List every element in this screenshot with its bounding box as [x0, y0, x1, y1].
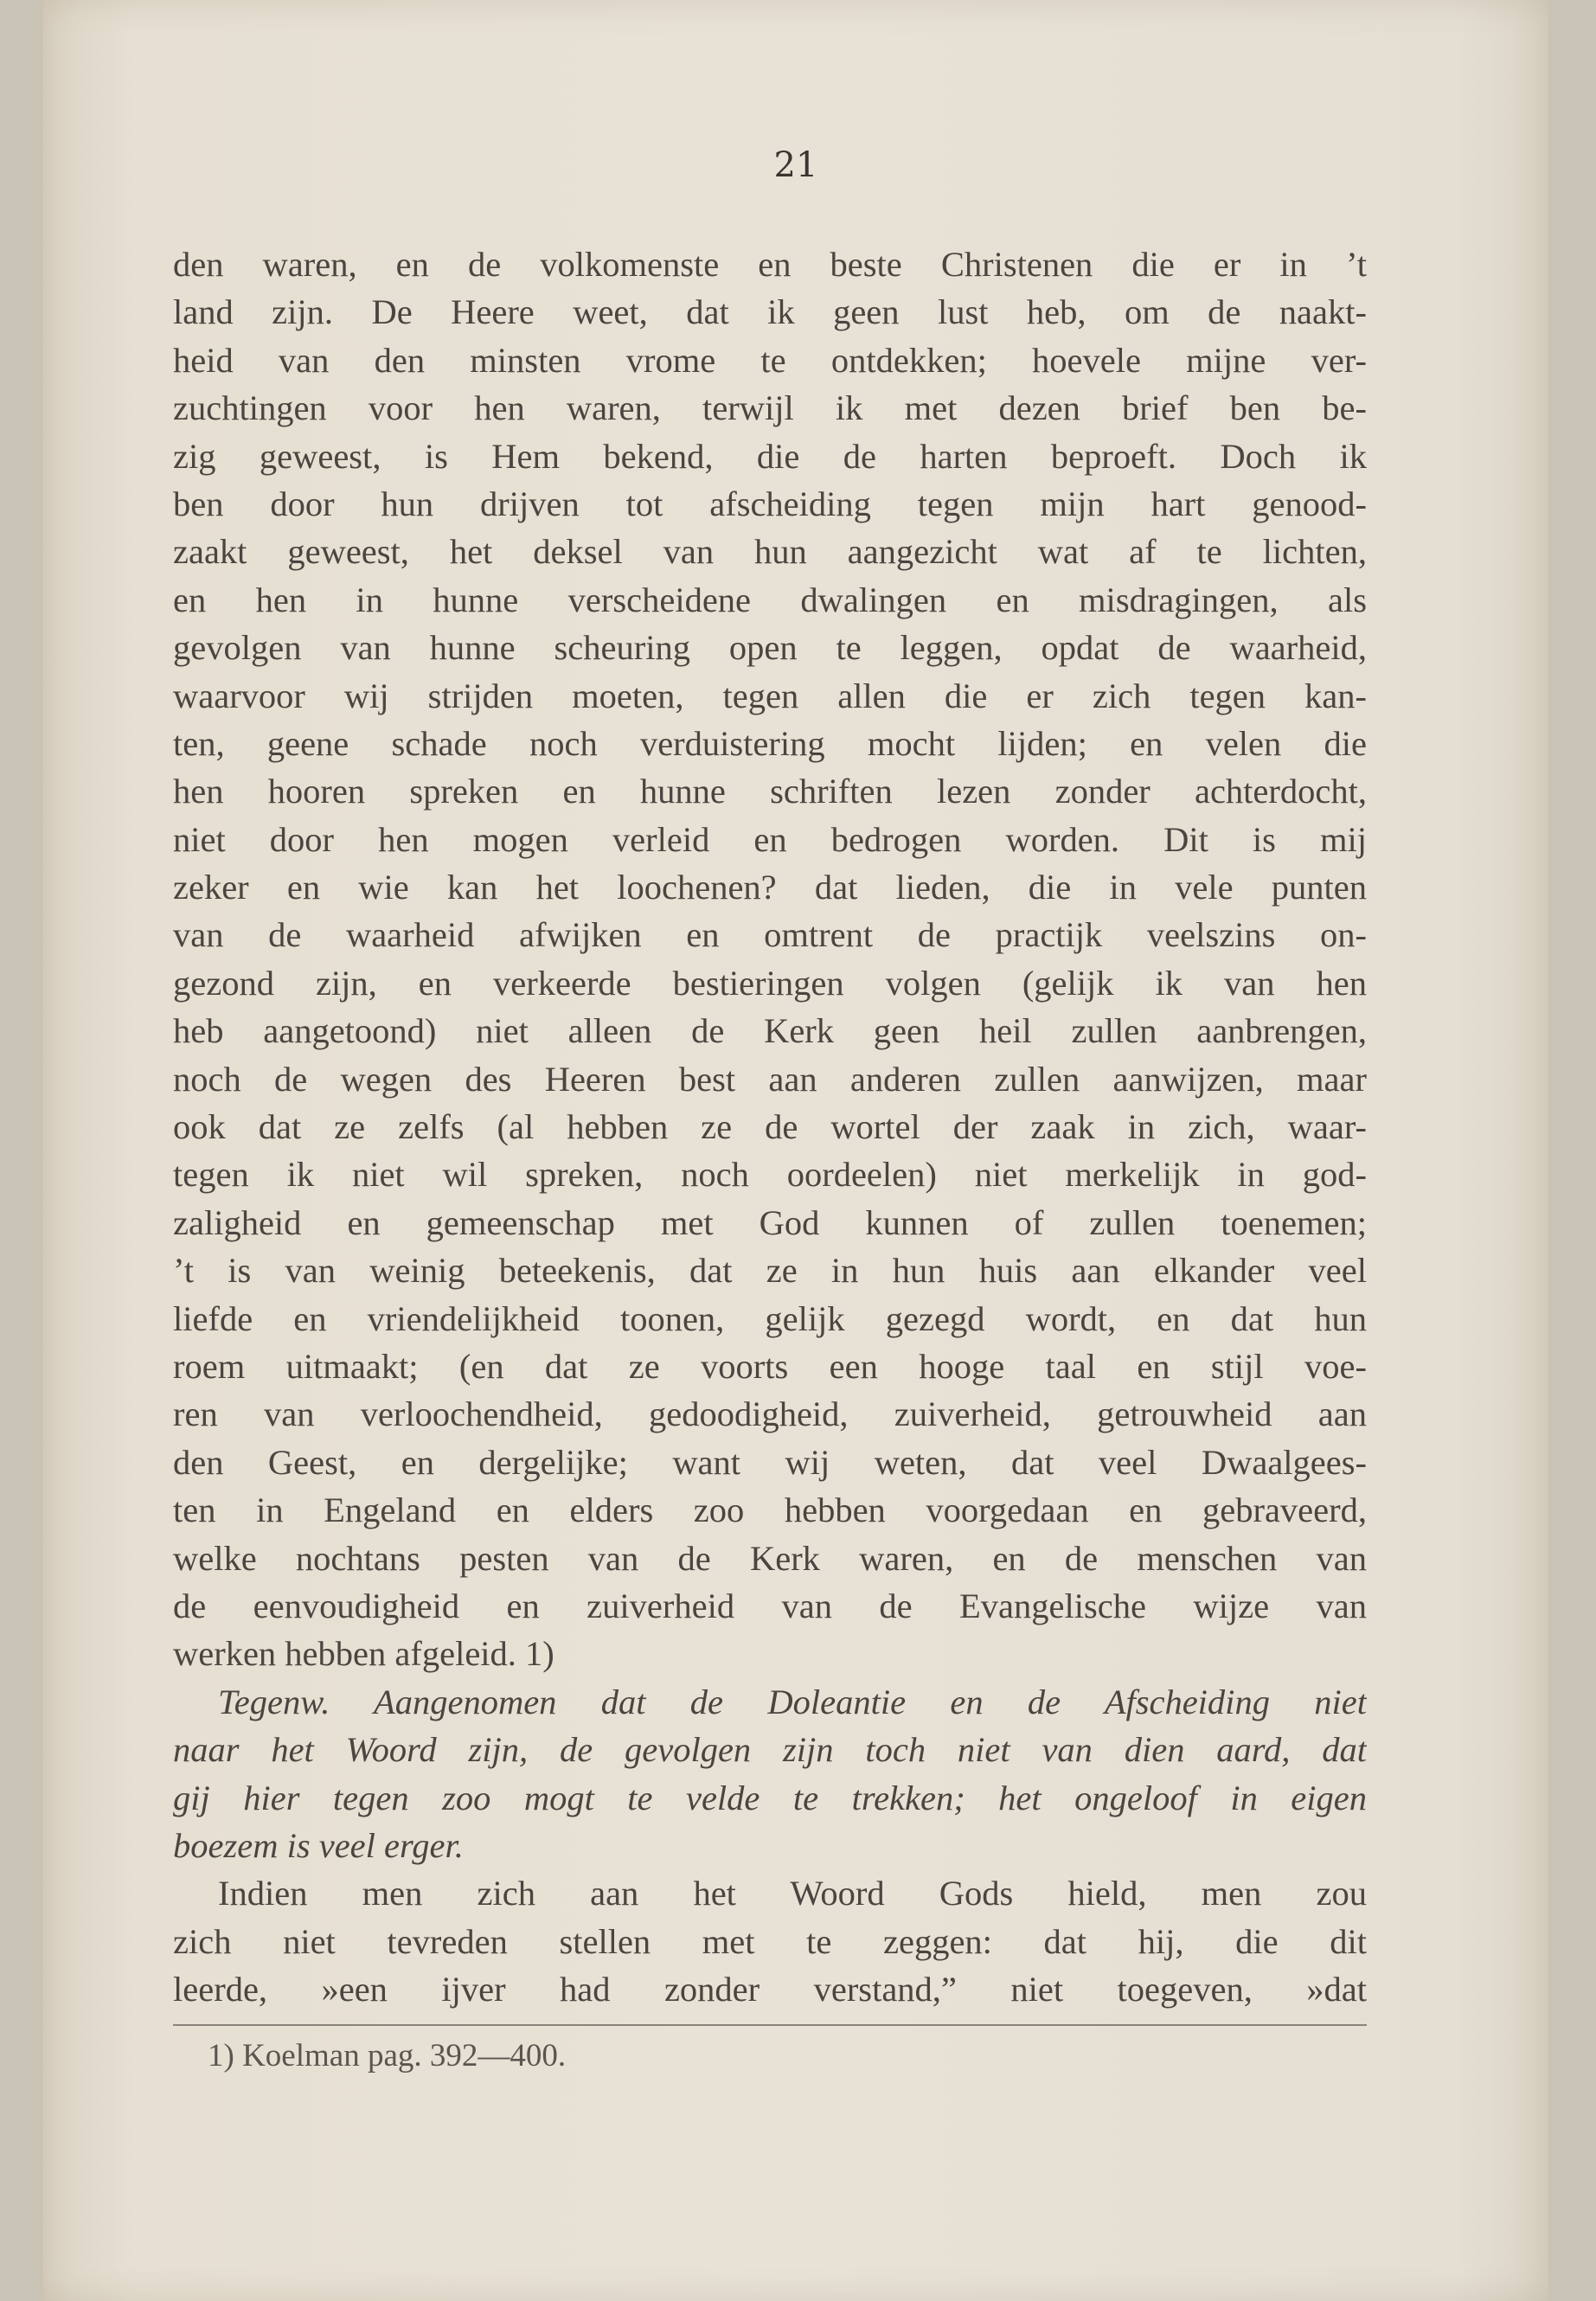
text-line: noch de wegen des Heeren best aan anderen zullen aanwijzen, maar — [173, 1059, 1367, 1099]
text-line: heid van den minsten vrome te ontdekken; hoevele mijne ver- — [173, 340, 1367, 380]
text-line: niet door hen mogen verleid en bedrogen worden. Dit is mij — [173, 819, 1367, 859]
text-line: gezond zijn, en verkeerde bestieringen volgen (gelijk ik van hen — [173, 963, 1367, 1003]
text-line: gevolgen van hunne scheuring open te leggen, opdat de waarheid, — [173, 628, 1367, 668]
text-line: den Geest, en dergelijke; want wij weten, dat veel Dwaalgees- — [173, 1442, 1367, 1482]
scanned-page — [43, 0, 1548, 2301]
text-line: zich niet tevreden stellen met te zeggen: dat hij, die dit — [173, 1921, 1367, 1961]
text-line: Indien men zich aan het Woord Gods hield, men zou — [218, 1874, 1367, 1913]
text-line: de eenvoudigheid en zuiverheid van de Evangelische wijze van — [173, 1586, 1367, 1625]
italic-text-line: boezem is veel erger. — [173, 1825, 464, 1865]
text-line: land zijn. De Heere weet, dat ik geen lust heb, om de naakt- — [173, 292, 1367, 332]
text-line: welke nochtans pesten van de Kerk waren, en de menschen van — [173, 1538, 1367, 1578]
text-line: hen hooren spreken en hunne schriften lezen zonder achterdocht, — [173, 772, 1367, 811]
page-number: 21 — [773, 145, 818, 185]
italic-text-line: naar het Woord zijn, de gevolgen zijn toch niet van dien aard, dat — [173, 1730, 1367, 1770]
text-line: zeker en wie kan het loochenen? dat lieden, die in vele punten — [173, 868, 1367, 907]
italic-text-line: gij hier tegen zoo mogt te velde te trekken; het ongeloof in eigen — [173, 1778, 1367, 1817]
body-text — [173, 240, 1367, 2013]
text-line: zuchtingen voor hen waren, terwijl ik met dezen brief ben be- — [173, 388, 1367, 428]
text-line: ben door hun drijven tot afscheiding tegen mijn hart genood- — [173, 484, 1367, 523]
text-line: ten in Engeland en elders zoo hebben voorgedaan en gebraveerd, — [173, 1490, 1367, 1530]
footnote: 1) Koelman pag. 392—400. — [208, 2038, 567, 2073]
text-line: werken hebben afgeleid. 1) — [173, 1634, 554, 1674]
text-line: en hen in hunne verscheidene dwalingen en misdragingen, als — [173, 580, 1367, 619]
text-line: den waren, en de volkomenste en beste Christenen die er in ’t — [173, 245, 1367, 284]
text-line: waarvoor wij strijden moeten, tegen allen die er zich tegen kan- — [173, 676, 1367, 715]
text-line: zaakt geweest, het deksel van hun aangezicht wat af te lichten, — [173, 532, 1367, 572]
text-line: ook dat ze zelfs (al hebben ze de wortel der zaak in zich, waar- — [173, 1107, 1367, 1147]
text-line: zig geweest, is Hem bekend, die de harten beproeft. Doch ik — [173, 436, 1367, 476]
text-line: zaligheid en gemeenschap met God kunnen of zullen toenemen; — [173, 1202, 1367, 1242]
text-line: ren van verloochendheid, gedoodigheid, zuiverheid, getrouwheid aan — [173, 1394, 1367, 1434]
text-line: heb aangetoond) niet alleen de Kerk geen heil zullen aanbrengen, — [173, 1011, 1367, 1051]
footnote-divider — [173, 2024, 1367, 2026]
text-line: ten, geene schade noch verduistering mocht lijden; en velen die — [173, 723, 1367, 763]
text-line: van de waarheid afwijken en omtrent de practijk veelszins on- — [173, 915, 1367, 955]
text-line: liefde en vriendelijkheid toonen, gelijk gezegd wordt, en dat hun — [173, 1298, 1367, 1338]
text-line: roem uitmaakt; (en dat ze voorts een hooge taal en stijl voe- — [173, 1346, 1367, 1386]
text-line: leerde, »een ijver had zonder verstand,” niet toegeven, »dat — [173, 1970, 1367, 2009]
text-line: tegen ik niet wil spreken, noch oordeelen) niet merkelijk in god- — [173, 1155, 1367, 1195]
text-line: ’t is van weinig beteekenis, dat ze in hun huis aan elkander veel — [173, 1251, 1367, 1291]
italic-text-line: Tegenw. Aangenomen dat de Doleantie en de Afscheiding niet — [218, 1682, 1367, 1721]
